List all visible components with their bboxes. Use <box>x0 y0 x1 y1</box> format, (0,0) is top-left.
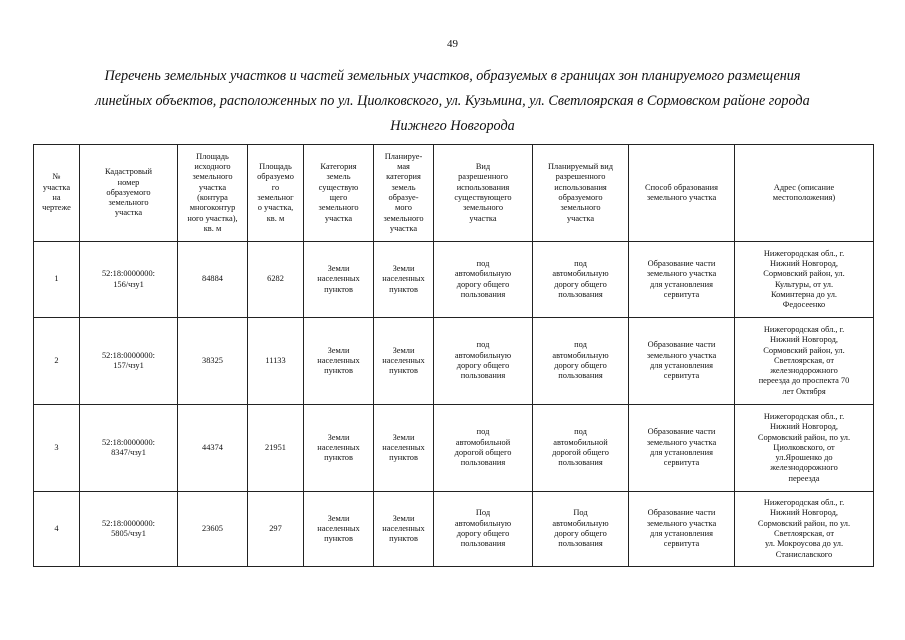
cell-cadastral-number: 52:18:0000000: 5805/чзу1 <box>80 492 178 567</box>
cell-use-existing: под автомобильной дорогой общего пользования <box>434 405 533 492</box>
table-row <box>34 242 874 318</box>
cell-parcel-number: 3 <box>34 405 80 492</box>
cell-address: Нижегородская обл., г. Нижний Новгород, Сормовский район, по ул. Циолковского, от ул.Ярошенко до железнодорожного переезда <box>735 405 874 492</box>
header-formation-method: Способ образования земельного участка <box>629 145 735 242</box>
cell-formation-method: Образование части земельного участка для установления сервитута <box>629 492 735 567</box>
cell-source-area: 38325 <box>178 318 248 405</box>
header-category-existing: Категория земель существую щего земельного участка <box>304 145 374 242</box>
cell-use-existing: под автомобильную дорогу общего пользования <box>434 242 533 318</box>
cell-address: Нижегородская обл., г. Нижний Новгород, Сормовский район, по ул. Светлоярская, от ул. Мокроусова до ул. Станиславского <box>735 492 874 567</box>
table-row <box>34 405 874 492</box>
cell-use-existing: под автомобильную дорогу общего пользования <box>434 318 533 405</box>
cell-parcel-number: 2 <box>34 318 80 405</box>
cell-category-existing: Земли населенных пунктов <box>304 318 374 405</box>
cell-address: Нижегородская обл., г. Нижний Новгород, Сормовский район, ул. Светлоярская, от железнодорожного переезда до проспекта 70 лет Октября <box>735 318 874 405</box>
header-cadastral-number: Кадастровый номер образуемого земельного участка <box>80 145 178 242</box>
land-parcels-table <box>33 144 874 567</box>
cell-category-existing: Земли населенных пунктов <box>304 405 374 492</box>
title-line-1: Перечень земельных участков и частей земельных участков, образуемых в границах зон планируемого размещения <box>104 68 801 84</box>
header-parcel-number: № участка на чертеже <box>34 145 80 242</box>
cell-category-planned: Земли населенных пунктов <box>374 492 434 567</box>
cell-source-area: 84884 <box>178 242 248 318</box>
cell-formed-area: 11133 <box>248 318 304 405</box>
cell-category-planned: Земли населенных пунктов <box>374 318 434 405</box>
table-header-row <box>34 145 874 242</box>
cell-parcel-number: 1 <box>34 242 80 318</box>
cell-category-planned: Земли населенных пунктов <box>374 405 434 492</box>
cell-use-existing: Под автомобильную дорогу общего пользования <box>434 492 533 567</box>
cell-cadastral-number: 52:18:0000000: 8347/чзу1 <box>80 405 178 492</box>
table-row <box>34 492 874 567</box>
title-line-2: линейных объектов, расположенных по ул. Циолковского, ул. Кузьмина, ул. Светлоярская в Сормовском районе города <box>95 93 810 109</box>
cell-address: Нижегородская обл., г. Нижний Новгород, Сормовский район, ул. Культуры, от ул. Коминтерна до ул. Федосеенко <box>735 242 874 318</box>
cell-use-planned: под автомобильной дорогой общего пользования <box>533 405 629 492</box>
cell-category-planned: Земли населенных пунктов <box>374 242 434 318</box>
cell-formation-method: Образование части земельного участка для установления сервитута <box>629 242 735 318</box>
cell-formed-area: 6282 <box>248 242 304 318</box>
cell-source-area: 23605 <box>178 492 248 567</box>
table-row <box>34 318 874 405</box>
header-address: Адрес (описание местоположения) <box>735 145 874 242</box>
cell-category-existing: Земли населенных пунктов <box>304 242 374 318</box>
cell-use-planned: под автомобильную дорогу общего пользования <box>533 318 629 405</box>
title-line-3: Нижнего Новгорода <box>390 118 515 134</box>
header-formed-area: Площадь образуемо го земельног о участка, кв. м <box>248 145 304 242</box>
header-use-existing: Вид разрешенного использования существующего земельного участка <box>434 145 533 242</box>
header-source-area: Площадь исходного земельного участка (контура многоконтур ного участка), кв. м <box>178 145 248 242</box>
cell-formed-area: 21951 <box>248 405 304 492</box>
cell-cadastral-number: 52:18:0000000: 157/чзу1 <box>80 318 178 405</box>
cell-use-planned: Под автомобильную дорогу общего пользования <box>533 492 629 567</box>
page-number: 49 <box>447 38 458 50</box>
cell-formation-method: Образование части земельного участка для установления сервитута <box>629 405 735 492</box>
cell-category-existing: Земли населенных пунктов <box>304 492 374 567</box>
cell-formation-method: Образование части земельного участка для установления сервитута <box>629 318 735 405</box>
header-use-planned: Планируемый вид разрешенного использования образуемого земельного участка <box>533 145 629 242</box>
document-title <box>30 64 875 139</box>
header-category-planned: Планируе- мая категория земель образуе- мого земельного участка <box>374 145 434 242</box>
cell-parcel-number: 4 <box>34 492 80 567</box>
cell-cadastral-number: 52:18:0000000: 156/чзу1 <box>80 242 178 318</box>
cell-formed-area: 297 <box>248 492 304 567</box>
cell-use-planned: под автомобильную дорогу общего пользования <box>533 242 629 318</box>
cell-source-area: 44374 <box>178 405 248 492</box>
